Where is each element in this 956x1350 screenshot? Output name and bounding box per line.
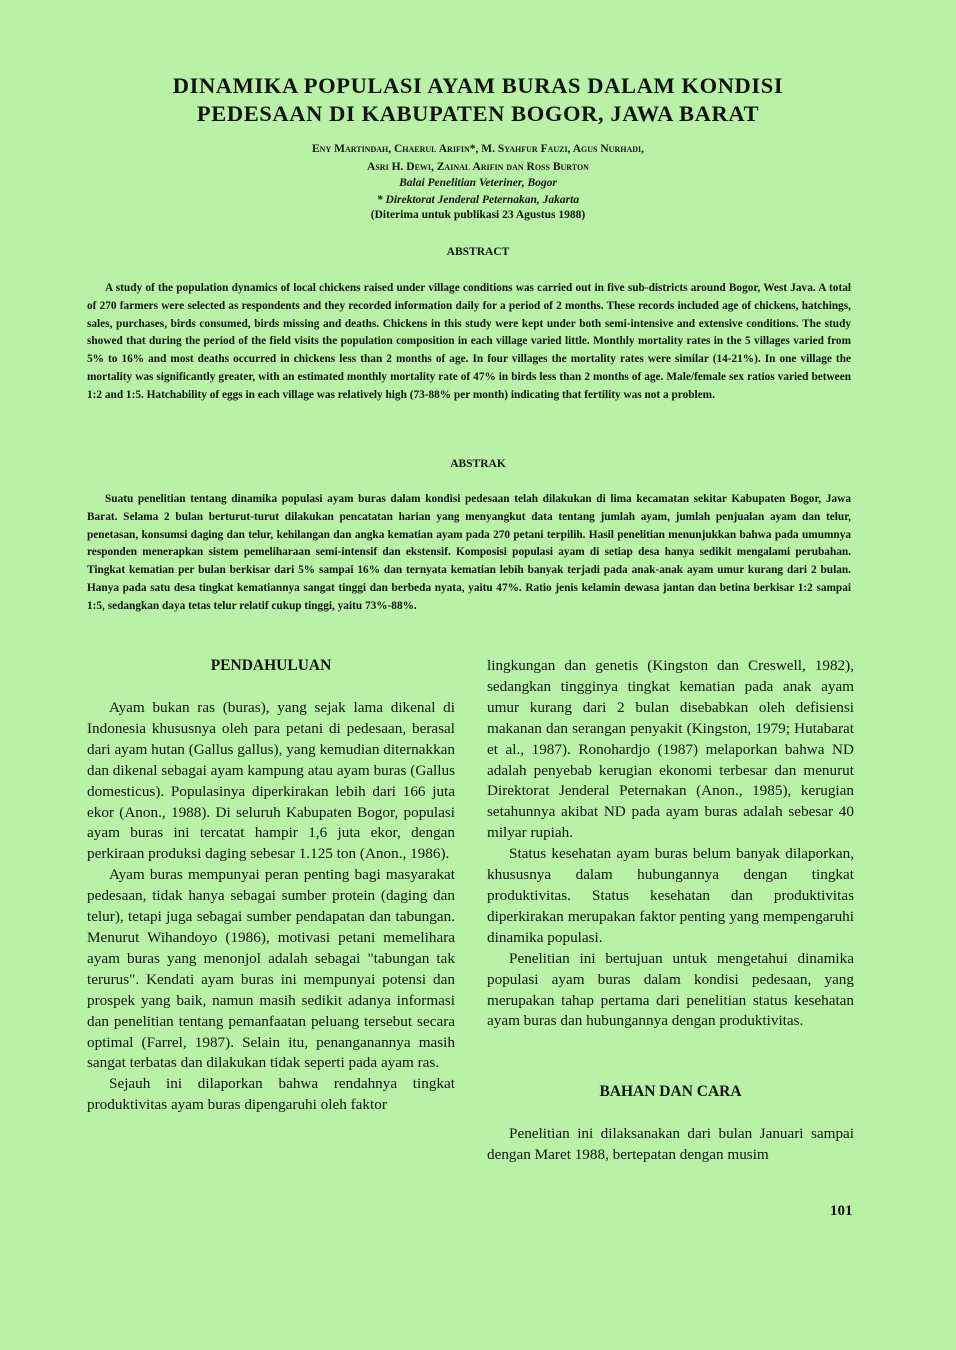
abstract-text: A study of the population dynamics of local chickens raised under village conditions was carried out in five sub-districts around Bogor, West Java. A total of 270 farmers were selected as respondents and they recorded information daily for a period of 2 months. These records included age of chickens, hatchings, sales, purchases, birds consumed, birds missing and deaths. Chickens in this study were kept under both semi-intensive and extensive conditions. The study showed that during the period of the field visits the population composition in each village varied little. Monthly mortality rates in the 5 villages varied from 5% to 16% and most deaths occurred in chickens less than 2 months of age. In four villages the mortality rates were similar (14-21%). In one village the mortality was significantly greater, with an estimated monthly mortality rate of 47% in birds less than 2 months of age. Male/female sex ratios varied between 1:2 and 1:5. Hatchability of eggs in each village was relatively high (73-88% per month) indicating that fertility was not a problem. [87,282,851,401]
received-date: (Diterima untuk publikasi 23 Agustus 1988) [370,209,586,221]
page-number: 101 [830,1203,853,1219]
paragraph: Sejauh ini dilaporkan bahwa rendahnya tingkat produktivitas ayam buras dipengaruhi oleh faktor [87,1075,455,1114]
paragraph: Status kesehatan ayam buras belum banyak dilaporkan, khususnya dalam hubungannya dengan tingkat produktivitas. Status kesehatan dan produktivitas diperkirakan merupakan faktor penting yang mempengaruhi dinamika populasi. [487,845,854,946]
paragraph: Penelitian ini dilaksanakan dari bulan Januari sampai dengan Maret 1988, bertepatan dengan musim [487,1125,854,1164]
right-column [487,656,854,1166]
abstrak-text: Suatu penelitian tentang dinamika populasi ayam buras dalam kondisi pedesaan telah dilakukan di lima kecamatan sekitar Kabupaten Bogor, Jawa Barat. Selama 2 bulan berturut-turut dilakukan pencatatan harian yang menyangkut data tentang jumlah ayam, jumlah penjualan ayam dan telur, penetasan, konsumsi daging dan telur, kehilangan dan angka kematian ayam pada 270 petani terpilih. Hasil penelitian menunjukkan bahwa pada umumnya responden menerapkan sistem pemeliharaan semi-intensif dan ekstensif. Komposisi populasi ayam di setiap desa hanya sedikit mengalami perubahan. Tingkat kematian per bulan berkisar dari 5% sampai 16% dan ternyata kematian lebih banyak terjadi pada anak-anak ayam umur kurang dari 2 bulan. Hanya pada satu desa tingkat kematiannya sangat tinggi dan berbeda nyata, yaitu 47%. Ratio jenis kelamin dewasa jantan dan betina berkisar 1:2 sampai 1:5, sedangkan daya tetas telur relatif cukup tinggi, yaitu 73%-88%. [87,493,851,612]
section-heading-bahan-dan-cara: BAHAN DAN CARA [599,1083,742,1101]
abstract-heading: ABSTRACT [446,246,510,258]
abstrak-heading: ABSTRAK [450,458,506,470]
affiliation-line-2: * Direktorat Jenderal Peternakan, Jakarta [376,194,580,206]
title-line-1: DINAMIKA POPULASI AYAM BURAS DALAM KONDISI [172,73,784,98]
paragraph: lingkungan dan genetis (Kingston dan Creswell, 1982), sedangkan tingginya tingkat kematian pada anak ayam umur kurang dari 2 bulan disebabkan oleh defisiensi makanan dan serangan penyakit (Kingston, 1979; Hutabarat et al., 1987). Ronohardjo (1987) melaporkan bahwa ND adalah penyebab kerugian ekonomi terbesar dan menurut Direktorat Jenderal Peternakan (Anon., 1985), kerugian setahunnya akibat ND pada ayam buras adalah sebesar 40 milyar rupiah. [487,657,854,842]
paragraph: Penelitian ini bertujuan untuk mengetahui dinamika populasi ayam buras dalam kondisi pedesaan, yang merupakan tahap pertama dari penelitian status kesehatan ayam buras dan hubungannya dengan produktivitas. [487,949,854,1030]
paper-title [0,72,956,128]
authors-line-2: Asri H. Dewi, Zainal Arifin dan Ross Burton [367,160,589,173]
paragraph: Ayam bukan ras (buras), yang sejak lama dikenal di Indonesia khususnya oleh para petani di pedesaan, berasal dari ayam hutan (Gallus gallus), yang kemudian diternakkan dan dikenal sebagai ayam kampung atau ayam buras (Gallus domesticus). Populasinya diperkirakan lebih dari 166 juta ekor (Anon., 1988). Di seluruh Kabupaten Bogor, populasi ayam buras ini tercatat hampir 1,6 juta ekor, dengan perkiraan produksi daging sebesar 1.125 ton (Anon., 1986). [87,699,455,863]
affiliation-line-1: Balai Penelitian Veteriner, Bogor [399,177,557,189]
title-line-2: PEDESAAN DI KABUPATEN BOGOR, JAWA BARAT [196,101,760,126]
paragraph: Ayam buras mempunyai peran penting bagi masyarakat pedesaan, tidak hanya sebagai sumber protein (daging dan telur), tetapi juga sebagai sumber pendapatan dan tabungan. Menurut Wihandoyo (1986), motivasi petani memelihara ayam buras yang menonjol adalah sebagai "tabungan tak terurus". Kendati ayam buras ini mempunyai potensi dan prospek yang baik, namun masih sedikit adanya informasi dan penelitian tentang pemanfaatan peluang tersebut secara optimal (Farrel, 1987). Selain itu, penanganannya masih sangat terbatas dan dilakukan tidak seperti pada ayam ras. [87,866,455,1072]
authors-line-1: Eny Martindah, Chaerul Arifin*, M. Syahfur Fauzi, Agus Nurhadi, [312,143,644,155]
affiliation-block [0,175,956,209]
section-heading-pendahuluan: PENDAHULUAN [210,657,332,674]
left-column [87,656,455,1116]
author-list [0,141,956,176]
